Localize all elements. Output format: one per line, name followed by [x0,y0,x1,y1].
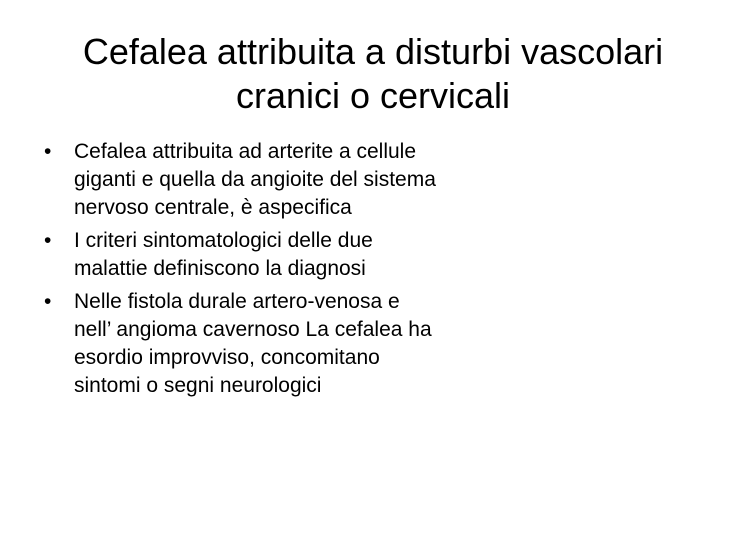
bullet-line: sintomi o segni neurologici [74,374,322,397]
bullet-text [74,288,524,400]
slide-title-line: Cefalea attribuita a disturbi vascolari [82,31,664,72]
bullet-dot-icon: • [44,140,52,163]
bullet-line: Nelle fistola durale artero-venosa e [74,290,400,313]
bullet-line: malattie definiscono la diagnosi [74,257,366,280]
bullet-text [74,138,524,222]
bullet-item [44,138,524,222]
bullet-line: nell’ angioma cavernoso La cefalea ha [74,318,432,341]
bullet-line: Cefalea attribuita ad arterite a cellule [74,140,417,163]
bullet-dot-icon: • [44,290,52,313]
bullet-dot-icon: • [44,229,52,252]
slide-title [30,30,716,118]
bullet-line: nervoso centrale, è aspecifica [74,196,352,219]
bullet-line: giganti e quella da angioite del sistema [74,168,436,191]
bullet-text [74,227,524,283]
bullet-line: I criteri sintomatologici delle due [74,229,373,252]
bullet-list [44,138,524,405]
bullet-item [44,227,524,283]
bullet-line: esordio improvviso, concomitano [74,346,380,369]
slide-title-line: cranici o cervicali [235,75,511,116]
bullet-item [44,288,524,400]
